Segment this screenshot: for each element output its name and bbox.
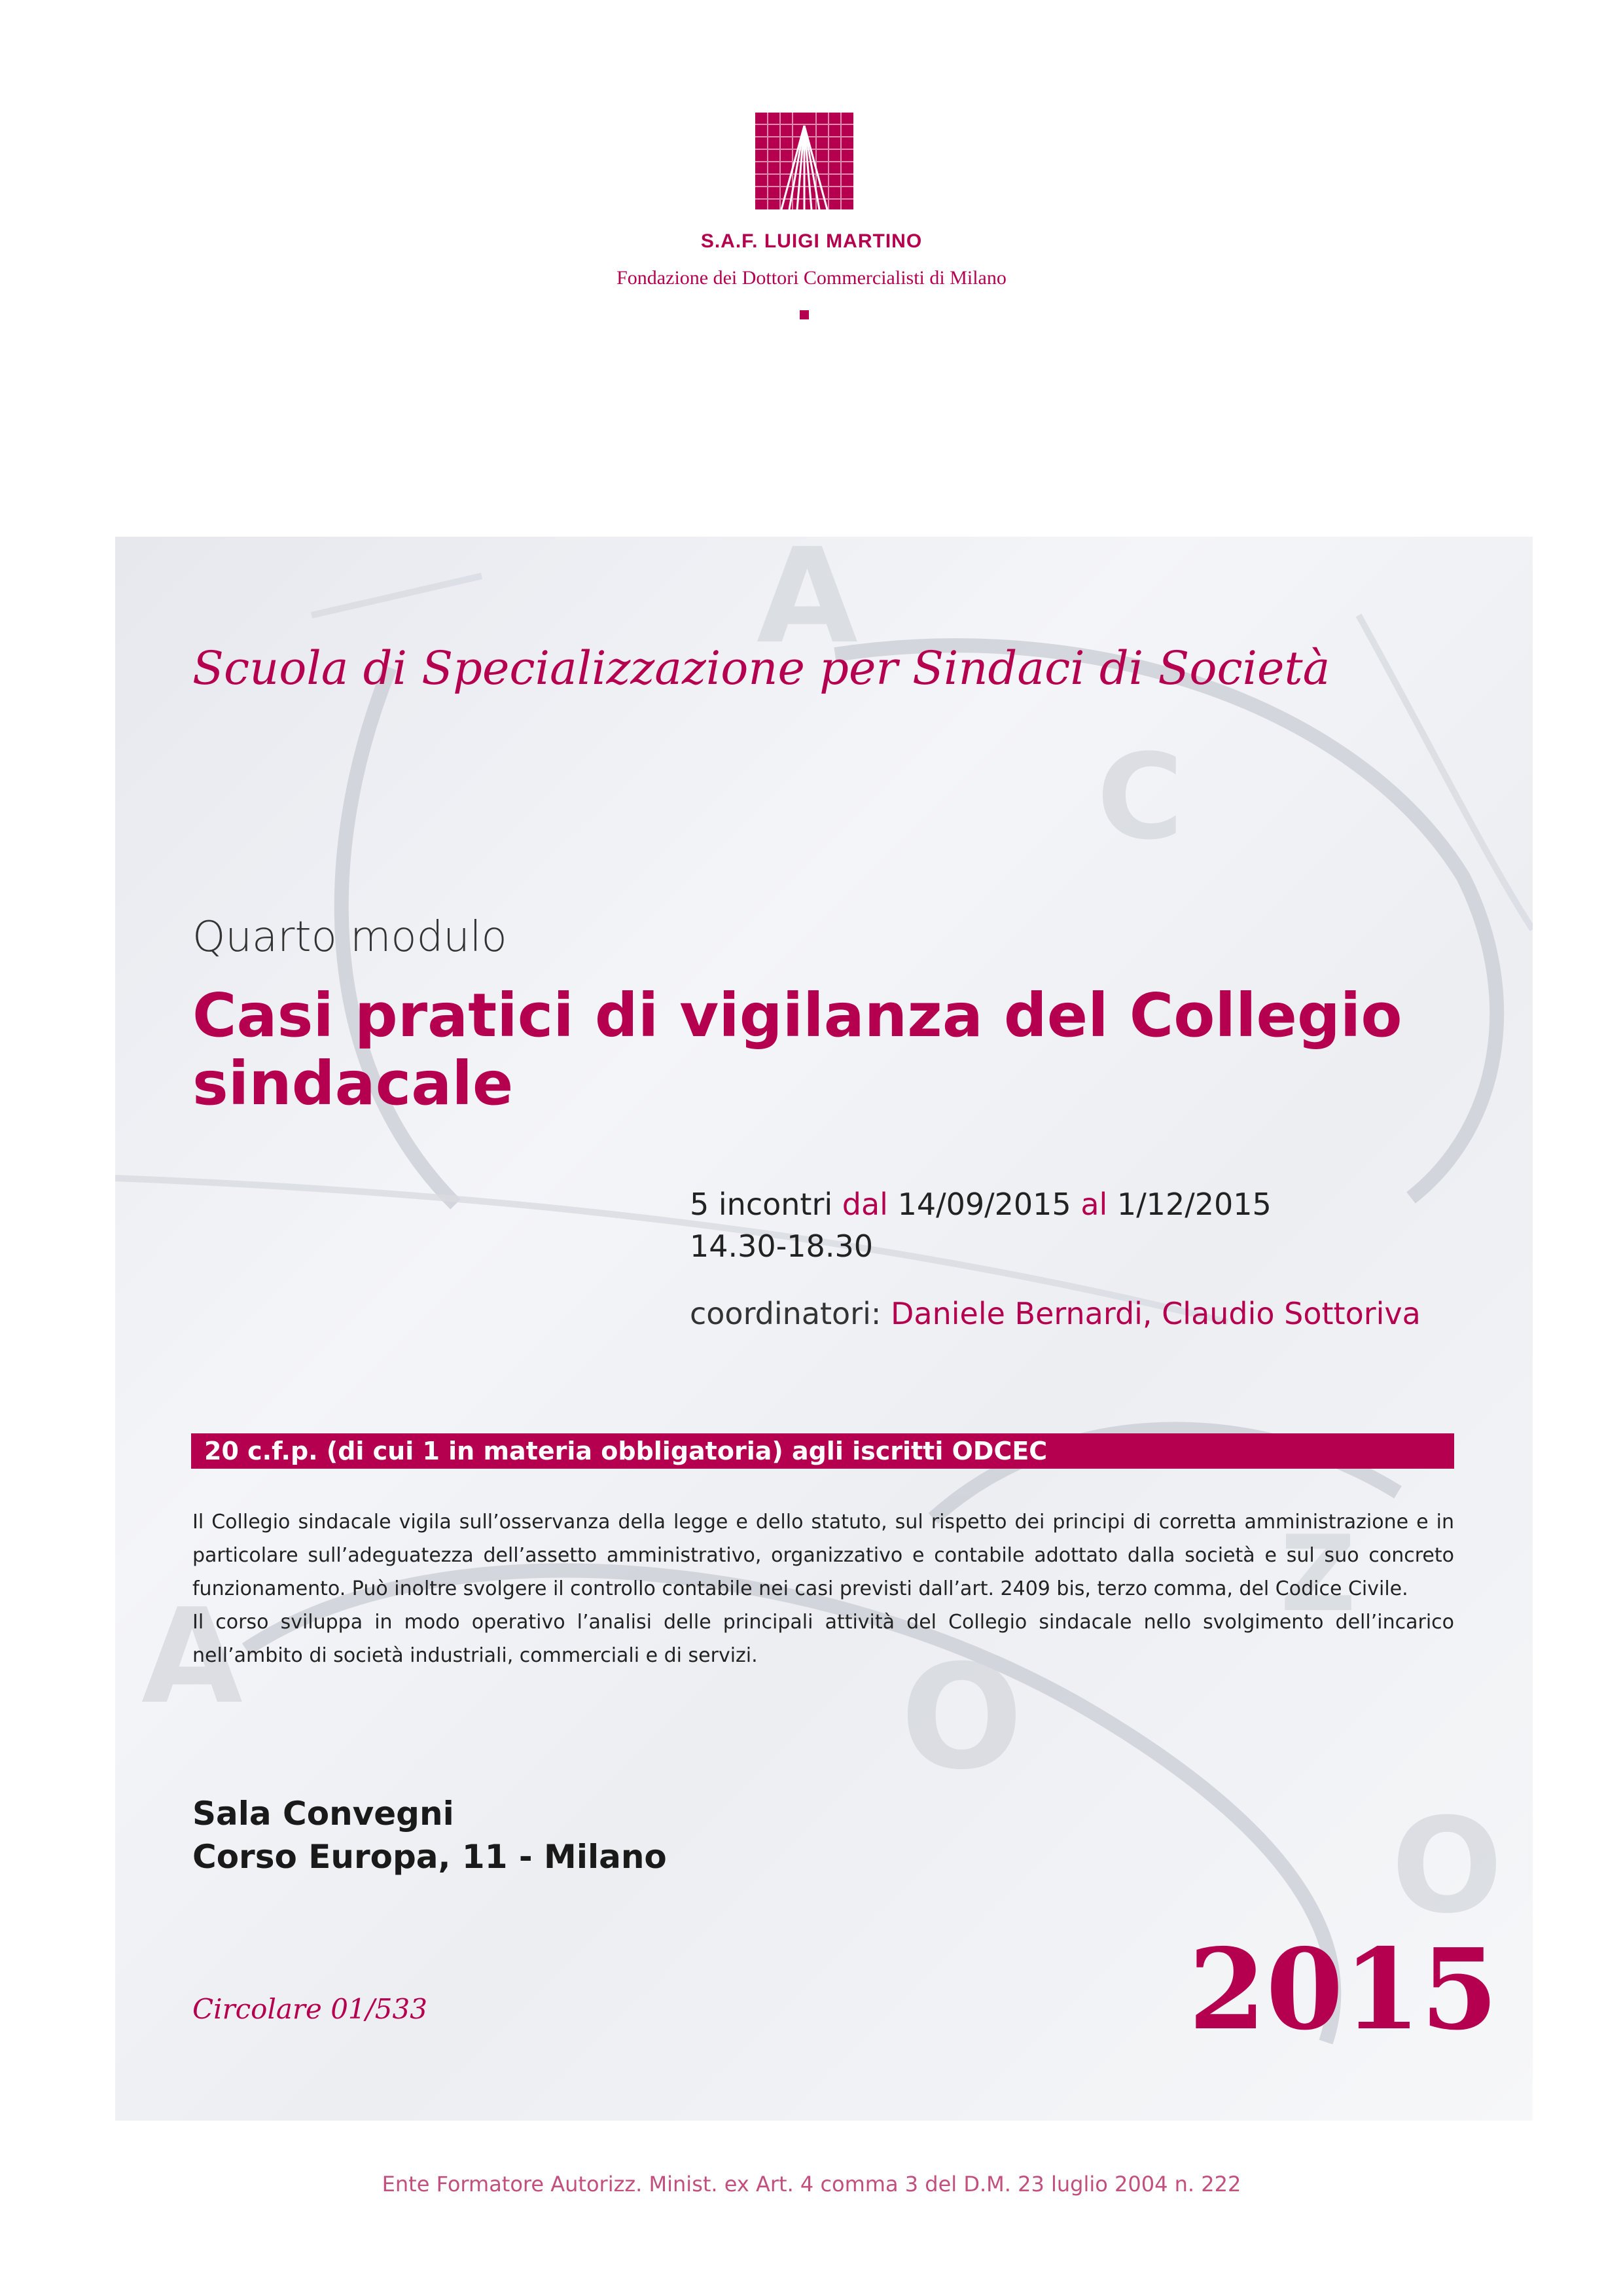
saf-logo <box>755 113 853 209</box>
accreditation-footer: Ente Formatore Autorizz. Minist. ex Art. 4 comma 3 del D.M. 23 luglio 2004 n. 222 <box>382 2172 1241 2197</box>
school-title: Scuola di Specializzazione per Sindaci di Società <box>192 641 1330 695</box>
meeting-count: 5 incontri <box>690 1187 833 1222</box>
org-name: S.A.F. LUIGI MARTINO <box>700 230 923 252</box>
decorative-square <box>800 310 809 319</box>
coordinators-line <box>690 1296 1421 1331</box>
svg-text:O: O <box>901 1634 1024 1801</box>
description-paragraph-1: Il Collegio sindacale vigila sull’osservanza della legge e dello statuto, sul rispetto dei principi di corretta amministrazione e in particolare sull’adeguatezza dell’assetto amministrativo, organizzativo e contabile adottato dalla società e sul suo concreto funzionamento. Può inoltre svolgere il controllo contabile nei casi previsti dall’art. 2409 bis, terzo comma, del Codice Civile. <box>192 1511 1454 1600</box>
course-title: Casi pratici di vigilanza del Collegio sindacale <box>192 980 1402 1119</box>
svg-text:Z: Z <box>1280 1513 1357 1635</box>
venue-address: Corso Europa, 11 - Milano <box>192 1838 667 1876</box>
course-description <box>192 1505 1454 1672</box>
venue <box>192 1792 667 1878</box>
from-word: dal <box>842 1187 888 1222</box>
svg-text:O: O <box>1391 1790 1503 1943</box>
module-label: Quarto modulo <box>192 913 507 961</box>
course-panel <box>115 537 1533 2121</box>
circular-number: Circolare 01/533 <box>192 1993 427 2025</box>
svg-text:C: C <box>1097 729 1184 866</box>
venue-room: Sala Convegni <box>192 1795 454 1833</box>
start-date: 14/09/2015 <box>897 1187 1071 1222</box>
description-paragraph-2: Il corso sviluppa in modo operativo l’analisi delle principali attività del Collegio sindacale nello svolgimento dell’incarico nell’ambito di società industriali, commerciali e di servizi. <box>192 1611 1454 1667</box>
end-date: 1/12/2015 <box>1116 1187 1272 1222</box>
to-word: al <box>1080 1187 1108 1222</box>
credits-banner: 20 c.f.p. (di cui 1 in materia obbligatoria) agli iscritti ODCEC <box>191 1433 1454 1469</box>
coordinators-names: Daniele Bernardi, Claudio Sottoriva <box>891 1296 1421 1331</box>
svg-text:A: A <box>757 537 858 673</box>
org-subtitle: Fondazione dei Dottori Commercialisti di Milano <box>616 267 1007 289</box>
year: 2015 <box>1188 1924 1499 2055</box>
svg-text:A: A <box>141 1581 243 1733</box>
hours: 14.30-18.30 <box>690 1229 873 1264</box>
date-range <box>690 1183 1272 1225</box>
schedule-block <box>690 1183 1272 1267</box>
coordinators-label: coordinatori: <box>690 1296 882 1331</box>
